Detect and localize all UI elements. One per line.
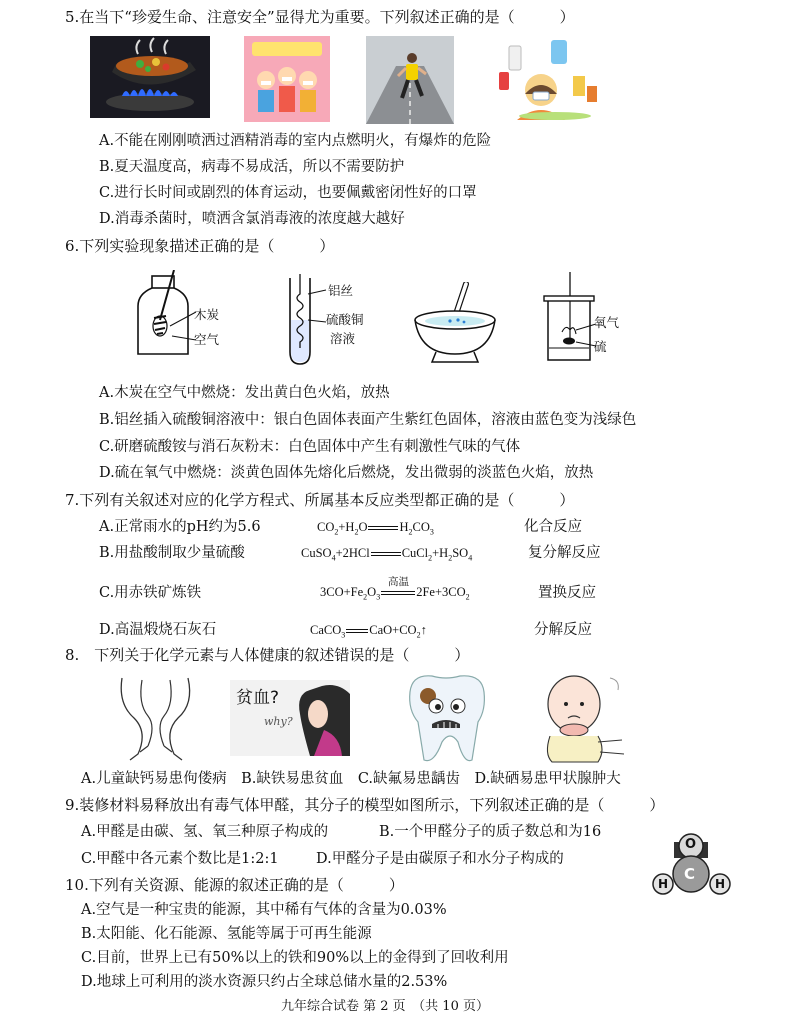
q9-option-a: A.甲醛是由碳、氢、氧三种原子构成的	[81, 824, 329, 840]
q7-row-a-type: 化合反应	[524, 519, 582, 535]
q9-option-d: D.甲醛分子是由碳原子和水分子构成的	[316, 851, 564, 867]
page-footer: 九年综合试卷 第 2 页 （共 10 页）	[281, 999, 489, 1014]
q7-title: 7.下列有关叙述对应的化学方程式、所属基本反应类型都正确的是（ ）	[65, 491, 575, 509]
q5-option-a: A.不能在刚刚喷洒过酒精消毒的室内点燃明火，有爆炸的危险	[99, 133, 492, 149]
q6-title: 6.下列实验现象描述正确的是（ ）	[65, 237, 335, 255]
q7-row-c-desc: C.用赤铁矿炼铁	[99, 585, 202, 601]
q10-option-c: C.目前，世界上已有50%以上的铁和90%以上的金得到了回收利用	[81, 950, 509, 966]
q7-row-b-desc: B.用盐酸制取少量硫酸	[99, 545, 245, 561]
q9-atom-c: C	[684, 865, 696, 883]
q10-title: 10.下列有关资源、能源的叙述正确的是（ ）	[65, 876, 404, 894]
q10-option-a: A.空气是一种宝贵的能源，其中稀有气体的含量为0.03%	[81, 902, 447, 918]
q6-label-solution: 溶液	[330, 331, 356, 346]
q6-option-b: B.铝丝插入硫酸铜溶液中：银白色固体表面产生紫红色固体，溶液由蓝色变为浅绿色	[99, 412, 637, 428]
q6-diagram-mortar	[410, 282, 500, 364]
q8-image-anemia	[230, 680, 350, 756]
q5-option-c: C.进行长时间或剧烈的体育运动，也要佩戴密闭性好的口罩	[99, 185, 477, 201]
q8-image-baby	[534, 670, 630, 764]
q8-title: 8. 下列关于化学元素与人体健康的叙述错误的是（ ）	[65, 646, 470, 664]
q5-option-b: B.夏天温度高，病毒不易成活，所以不需要防护	[99, 159, 405, 175]
q7-row-c-equation: $3CO+Fe_2O_3$ $2Fe+3CO_2$	[320, 585, 470, 602]
q6-option-a: A.木炭在空气中燃烧：发出黄白色火焰，放热	[99, 385, 390, 401]
q6-label-air: 空气	[194, 332, 220, 347]
q9-atom-h-left: H	[658, 877, 669, 891]
q5-image-poster	[244, 36, 330, 122]
q8-options: A.儿童缺钙易患佝偻病 B.缺铁易患贫血 C.缺氟易患龋齿 D.缺硒易患甲状腺肿大	[81, 771, 621, 787]
q5-image-disinfect	[495, 36, 605, 120]
q6-diagram-testtube	[282, 274, 332, 366]
q6-option-c: C.研磨硫酸铵与消石灰粉末：白色固体中产生有刺激性气味的气体	[99, 439, 521, 455]
q6-label-oxygen: 氧气	[594, 315, 620, 330]
q7-row-d-equation: CaCO$_3$ $CaO+CO_2↑$	[310, 623, 427, 640]
q7-row-a-desc: A.正常雨水的pH约为5.6	[99, 519, 261, 535]
q8-image-anemia-caption: 贫血?	[236, 688, 280, 708]
q10-option-b: B.太阳能、化石能源、氢能等属于可再生能源	[81, 926, 372, 942]
q10-option-d: D.地球上可利用的淡水资源只约占全球总储水量的2.53%	[81, 974, 448, 990]
q8-image-legs	[108, 674, 204, 762]
q8-image-anemia-why: why?	[264, 715, 293, 728]
q9-formaldehyde-model	[650, 832, 732, 898]
q7-row-c-type: 置换反应	[538, 585, 596, 601]
q7-row-c-condition: 高温	[388, 576, 409, 588]
q7-row-d-type: 分解反应	[534, 622, 592, 638]
q6-label-charcoal: 木炭	[194, 307, 220, 322]
q7-row-d-desc: D.高温煅烧石灰石	[99, 622, 217, 638]
q6-label-sulfur: 硫	[594, 339, 607, 354]
q6-label-cuso4: 硫酸铜	[326, 312, 364, 327]
q8-image-tooth	[398, 670, 494, 766]
q9-title: 9.装修材料易释放出有毒气体甲醛，其分子的模型如图所示，下列叙述正确的是（ ）	[65, 796, 665, 814]
q7-row-b-type: 复分解反应	[528, 545, 601, 561]
q9-atom-h-right: H	[715, 877, 726, 891]
q6-label-alwire: 铝丝	[328, 283, 354, 298]
q5-image-stove	[90, 36, 210, 118]
q7-row-a-equation: $CO_2+H_2O$ $H_2CO_3$	[317, 520, 434, 537]
q9-option-c: C.甲醛中各元素个数比是1:2:1	[81, 851, 279, 867]
q7-row-b-equation: CuSO$_4$+2HCl $CuCl_2+H_2SO_4$	[301, 546, 473, 563]
q5-title: 5.在当下“珍爱生命、注意安全”显得尤为重要。下列叙述正确的是（ ）	[65, 8, 575, 26]
q9-atom-o: O	[685, 837, 697, 852]
q5-image-runner	[366, 36, 454, 124]
q5-option-d: D.消毒杀菌时，喷洒含氯消毒液的浓度越大越好	[99, 211, 405, 227]
q6-option-d: D.硫在氧气中燃烧：淡黄色固体先熔化后燃烧，发出微弱的淡蓝色火焰，放热	[99, 465, 594, 481]
q9-option-b: B.一个甲醛分子的质子数总和为16	[379, 824, 602, 840]
